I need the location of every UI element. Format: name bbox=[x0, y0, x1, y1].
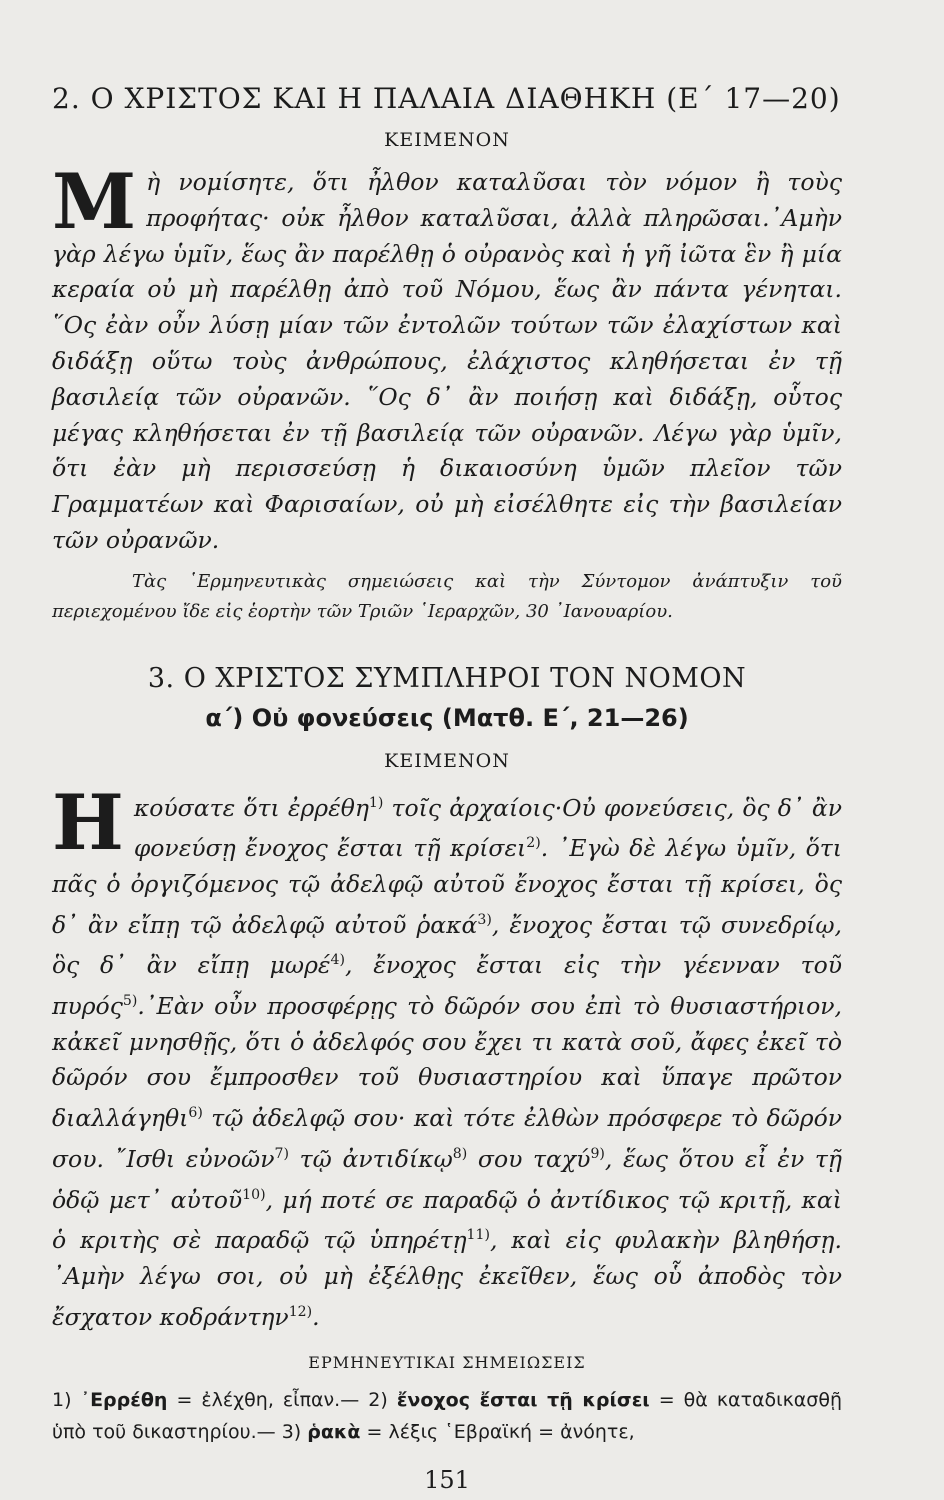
note-definition: = λέξις ῾Εβραϊκή = ἀνόητε, bbox=[360, 1421, 635, 1444]
text-segment: , ἔνοχος ἔσται τῷ συνεδρίῳ, ὃς δ᾿ ἂν εἴπῃ μωρέ bbox=[52, 910, 842, 980]
footnote-ref: 5) bbox=[122, 993, 138, 1010]
text-segment: τοῖς ἀρχαίοις·Οὐ φονεύσεις, ὃς δ᾿ ἂν φονεύσῃ ἔνοχος ἔσται τῇ κρίσει bbox=[133, 793, 843, 863]
text-segment: κούσατε ὅτι ἐρρέθη bbox=[133, 793, 369, 822]
footnote-ref: 10) bbox=[242, 1186, 266, 1203]
section-2-text bbox=[52, 157, 842, 559]
text-segment: . ᾿Εγὼ δὲ λέγω ὑμῖν, ὅτι πᾶς ὁ ὀργιζόμενος τῷ ἀδελφῷ αὐτοῦ ἔνοχος ἔσται τῇ κρίσει, ὃς δ᾿ ἂν εἴπῃ τῷ ἀδελφῷ αὐτοῦ ῥακά bbox=[52, 834, 842, 939]
page-number: 151 bbox=[424, 1466, 470, 1495]
note-definition: = ἐλέχθη, εἶπαν.— bbox=[167, 1389, 369, 1412]
book-page bbox=[52, 82, 842, 1494]
section-3-subheading: α΄) Οὐ φονεύσεις (Ματθ. Ε΄, 21—26) bbox=[205, 703, 689, 732]
section-3-heading: 3. Ο ΧΡΙΣΤΟΣ ΣΥΜΠΛΗΡΟΙ ΤΟΝ ΝΟΜΟΝ bbox=[147, 662, 747, 694]
footnote-ref: 7) bbox=[274, 1145, 289, 1162]
text-segment: . bbox=[312, 1302, 320, 1331]
footnote-ref: 6) bbox=[188, 1105, 203, 1122]
section-2-dropcap: Μ bbox=[52, 157, 137, 246]
footnote-ref: 1) bbox=[368, 794, 384, 811]
notes-text bbox=[52, 1384, 842, 1448]
note-term: ἔνοχος ἔσται τῇ κρίσει bbox=[396, 1389, 650, 1412]
footnote-ref: 8) bbox=[452, 1145, 468, 1162]
section-2-body: ὴ νομίσητε, ὅτι ἦλθον καταλῦσαι τὸν νόμον ἢ τοὺς προφήτας· οὐκ ἦλθον καταλῦσαι, ἀλλὰ πληρῶσαι.᾿Αμὴν γὰρ λέγω ὑμῖν, ἕως ἂν παρέλθῃ ὁ οὐρανὸς καὶ ἡ γῆ ἰῶτα ἓν ἢ μία κεραία οὐ μὴ παρέλθῃ ἀπὸ τοῦ Νόμου, ἕως ἂν πάντα γένηται. ῞Ος ἐὰν οὖν λύσῃ μίαν τῶν ἐντολῶν τούτων τῶν ἐλαχίστων καὶ διδάξῃ οὕτω τοὺς ἀνθρώπους, ἐλάχιστος κληθήσεται ἐν τῇ βασιλείᾳ τῶν οὐρανῶν. ῞Ος δ᾿ ἂν ποιήσῃ καὶ διδάξῃ, οὗτος μέγας κληθήσεται ἐν τῇ βασιλείᾳ τῶν οὐρανῶν. Λέγω γὰρ ὑμῖν, ὅτι ἐὰν μὴ περισσεύσῃ ἡ δικαιοσύνη ὑμῶν πλεῖον τῶν Γραμματέων καὶ Φαρισαίων, οὐ μὴ εἰσέλθητε εἰς τὴν βασιλείαν τῶν οὐρανῶν. bbox=[52, 168, 842, 554]
footnote-ref: 2) bbox=[526, 835, 541, 852]
note-term: ᾿Ερρέθη bbox=[80, 1389, 168, 1412]
notes-heading: ΕΡΜΗΝΕΥΤΙΚΑΙ ΣΗΜΕΙΩΣΕΙΣ bbox=[308, 1353, 586, 1373]
footnote-ref: 4) bbox=[330, 952, 345, 969]
text-segment: τῷ ἀντιδίκῳ bbox=[288, 1144, 453, 1173]
note-term: ῥακὰ bbox=[307, 1421, 361, 1444]
note-number: 2) bbox=[368, 1389, 388, 1412]
text-segment: σου ταχύ bbox=[467, 1144, 591, 1173]
note-number: 3) bbox=[281, 1421, 302, 1444]
footnote-ref: 12) bbox=[288, 1303, 313, 1320]
note-definition: = θὰ καταδικασθῇ ὑπὸ τοῦ δικαστηρίου.— bbox=[52, 1389, 843, 1444]
text-segment: , ἕως ὅτου εἶ ἐν τῇ ὁδῷ μετ᾿ αὐτοῦ bbox=[52, 1144, 843, 1214]
section-2-note: Τὰς ῾Ερμηνευτικὰς σημειώσεις καὶ τὴν Σύντομον ἀνάπτυξιν τοῦ περιεχομένου ἴδε εἰς ἑορτὴν τῶν Τριῶν ῾Ιεραρχῶν, 30 ᾿Ιανουαρίου. bbox=[52, 570, 842, 622]
section-3-dropcap: Η bbox=[52, 777, 124, 867]
footnote-ref: 3) bbox=[477, 911, 492, 928]
section-3-text-label: ΚΕΙΜΕΝΟΝ bbox=[384, 749, 510, 772]
text-segment: , ἔνοχος ἔσται εἰς τὴν γέενναν τοῦ πυρός bbox=[52, 951, 843, 1020]
note-number: 1) bbox=[52, 1389, 72, 1412]
section-2-text-label: ΚΕΙΜΕΝΟΝ bbox=[384, 129, 510, 151]
footnote-ref: 9) bbox=[590, 1145, 605, 1162]
section-2-heading: 2. Ο ΧΡΙΣΤΟΣ ΚΑΙ Η ΠΑΛΑΙΑ ΔΙΑΘΗΚΗ (Ε΄ 17—20) bbox=[52, 82, 841, 115]
text-segment: τῷ ἀδελφῷ σου· καὶ τότε ἐλθὼν πρόσφερε τὸ δῶρόν σου. ῎Ισθι εὐνοῶν bbox=[52, 1104, 842, 1173]
text-segment: , καὶ εἰς φυλακὴν βληθήσῃ. ᾿Αμὴν λέγω σοι, οὐ μὴ ἐξέλθῃς ἐκεῖθεν, ἕως οὗ ἀποδὸς τὸν ἔσχατον κοδράντην bbox=[52, 1225, 842, 1331]
footnote-ref: 11) bbox=[466, 1227, 490, 1244]
text-segment: , μή ποτέ σε παραδῷ ὁ ἀντίδικος τῷ κριτῇ, καὶ ὁ κριτὴς σὲ παραδῷ τῷ ὑπηρέτῃ bbox=[52, 1185, 843, 1254]
section-3-text bbox=[52, 777, 843, 1335]
text-segment: .᾿Εὰν οὖν προσφέρῃς τὸ δῶρόν σου ἐπὶ τὸ θυσιαστήριον, κἀκεῖ μνησθῇς, ὅτι ὁ ἀδελφός σου ἔχει τι κατὰ σοῦ, ἄφες ἐκεῖ τὸ δῶρόν σου ἔμπροσθεν τοῦ θυσιαστηρίου καὶ ὕπαγε πρῶτον διαλλάγηθι bbox=[52, 991, 842, 1133]
